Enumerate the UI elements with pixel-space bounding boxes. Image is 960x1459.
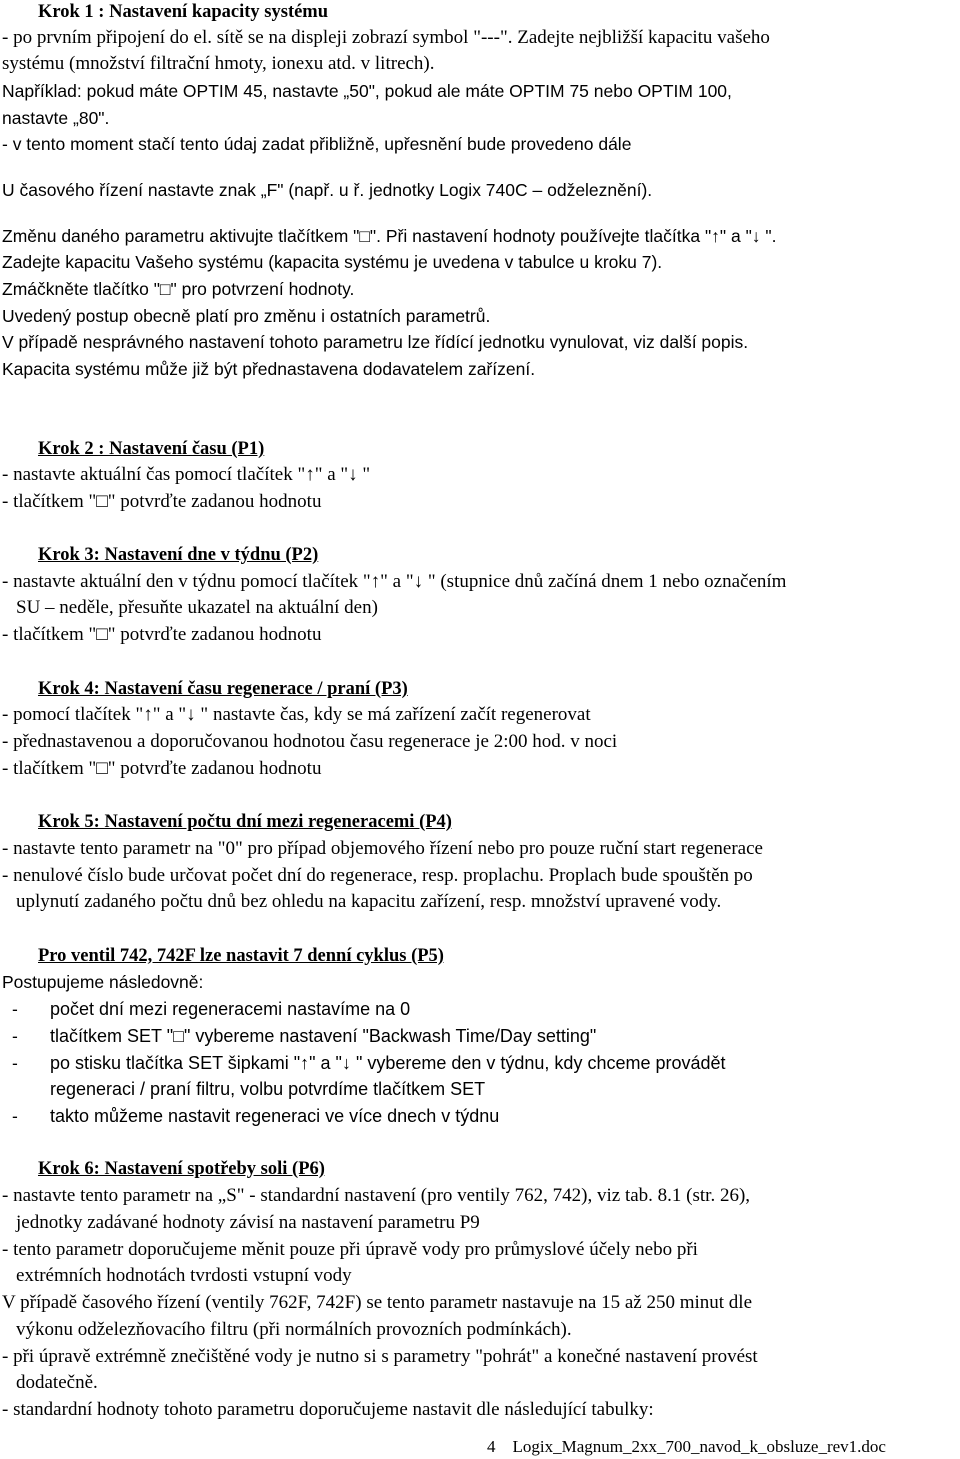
ventil-item-3: po stisku tlačítka SET šipkami "↑" a "↓ " vybereme den v týdnu, kdy chceme provádět <box>50 1053 726 1073</box>
step1-line-9: Zmáčkněte tlačítko "□" pro potvrzení hodnoty. <box>2 279 355 299</box>
step1-line-6: U časového řízení nastavte znak „F" (např. u ř. jednotky Logix 740C – odželeznění). <box>2 180 653 200</box>
step5-line-3: uplynutí zadaného počtu dnů bez ohledu na kapacitu zařízení, resp. množství upravené vody. <box>16 891 722 912</box>
step6-line-5: V případě časového řízení (ventily 762F, 742F) se tento parametr nastavuje na 15 až 250 minut dle <box>2 1292 753 1313</box>
ventil-title: Pro ventil 742, 742F lze nastavit 7 denní cyklus (P5) <box>38 946 444 966</box>
step3-title: Krok 3: Nastavení dne v týdnu (P2) <box>38 545 319 565</box>
ventil-bullet-3: - <box>12 1053 18 1073</box>
step6-line-9: - standardní hodnoty tohoto parametru doporučujeme nastavit dle následující tabulky: <box>2 1399 654 1420</box>
step4-line-3: - tlačítkem "□" potvrďte zadanou hodnotu <box>2 758 322 779</box>
step5-title: Krok 5: Nastavení počtu dní mezi regeneracemi (P4) <box>38 812 452 832</box>
step1-line-11: V případě nesprávného nastavení tohoto parametru lze řídící jednotku vynulovat, viz další popis. <box>2 332 749 352</box>
step6-line-1: - nastavte tento parametr na „S" - standardní nastavení (pro ventily 762, 742), viz tab. 8.1 (str. 26), <box>2 1185 751 1206</box>
step1-line-12: Kapacita systému může již být přednastavena dodavatelem zařízení. <box>2 359 536 379</box>
step2-line-1: - nastavte aktuální čas pomocí tlačítek "↑" a "↓ " <box>2 464 371 485</box>
page-footer <box>487 1435 886 1459</box>
step4-title: Krok 4: Nastavení času regenerace / praní (P3) <box>38 679 408 699</box>
step6-line-3: - tento parametr doporučujeme měnit pouze při úpravě vody pro průmyslové účely nebo při <box>2 1239 698 1260</box>
document-filename: Logix_Magnum_2xx_700_navod_k_obsluze_rev1.doc <box>512 1437 886 1456</box>
step1-line-1: - po prvním připojení do el. sítě se na displeji zobrazí symbol "---". Zadejte nejbližší kapacitu vašeho <box>2 27 770 48</box>
step3-line-1: - nastavte aktuální den v týdnu pomocí tlačítek "↑" a "↓ " (stupnice dnů začíná dnem 1 nebo označením <box>2 571 787 592</box>
step1-line-10: Uvedený postup obecně platí pro změnu i ostatních parametrů. <box>2 306 491 326</box>
step1-line-2: systému (množství filtrační hmoty, ionexu atd. v litrech). <box>2 53 435 74</box>
step1-line-5: - v tento moment stačí tento údaj zadat přibližně, upřesnění bude provedeno dále <box>2 134 632 154</box>
step1-line-4: nastavte „80". <box>2 108 110 128</box>
step6-line-6: výkonu odželezňovacího filtru (při normálních provozních podmínkách). <box>16 1319 572 1340</box>
step4-line-1: - pomocí tlačítek "↑" a "↓ " nastavte čas, kdy se má zařízení začít regenerovat <box>2 704 591 725</box>
step1-line-7: Změnu daného parametru aktivujte tlačítkem "□". Při nastavení hodnoty používejte tlačítka "↑" a "↓ ". <box>2 226 777 246</box>
page-number: 4 <box>487 1437 496 1456</box>
ventil-bullet-4: - <box>12 1106 18 1126</box>
step6-line-2: jednotky zadávané hodnoty závisí na nastavení parametru P9 <box>16 1212 480 1233</box>
step6-line-4: extrémních hodnotách tvrdosti vstupní vody <box>16 1265 352 1286</box>
step6-line-8: dodatečně. <box>16 1372 98 1393</box>
ventil-item-2: tlačítkem SET "□" vybereme nastavení "Backwash Time/Day setting" <box>50 1026 597 1046</box>
step3-line-2: SU – neděle, přesuňte ukazatel na aktuální den) <box>16 597 378 618</box>
step1-title: Krok 1 : Nastavení kapacity systému <box>38 2 329 22</box>
step3-line-3: - tlačítkem "□" potvrďte zadanou hodnotu <box>2 624 322 645</box>
step1-line-8: Zadejte kapacitu Vašeho systému (kapacita systému je uvedena v tabulce u kroku 7). <box>2 252 663 272</box>
step1-line-3: Například: pokud máte OPTIM 45, nastavte „50", pokud ale máte OPTIM 75 nebo OPTIM 100, <box>2 81 732 101</box>
ventil-item-1: počet dní mezi regeneracemi nastavíme na 0 <box>50 999 411 1019</box>
step5-line-1: - nastavte tento parametr na "0" pro případ objemového řízení nebo pro pouze ruční start regenerace <box>2 838 763 859</box>
step2-line-2: - tlačítkem "□" potvrďte zadanou hodnotu <box>2 491 322 512</box>
ventil-item-3-cont: regeneraci / praní filtru, volbu potvrdíme tlačítkem SET <box>50 1079 486 1099</box>
ventil-intro: Postupujeme následovně: <box>2 972 204 992</box>
ventil-bullet-1: - <box>12 999 18 1019</box>
step6-title: Krok 6: Nastavení spotřeby soli (P6) <box>38 1159 325 1179</box>
step2-title: Krok 2 : Nastavení času (P1) <box>38 439 265 459</box>
step4-line-2: - přednastavenou a doporučovanou hodnotou času regenerace je 2:00 hod. v noci <box>2 731 618 752</box>
ventil-item-4: takto můžeme nastavit regeneraci ve více dnech v týdnu <box>50 1106 500 1126</box>
step5-line-2: - nenulové číslo bude určovat počet dní do regenerace, resp. proplachu. Proplach bude spouštěn po <box>2 865 753 886</box>
step6-line-7: - při úpravě extrémně znečištěné vody je nutno si s parametry "pohrát" a konečné nastavení provést <box>2 1346 758 1367</box>
ventil-bullet-2: - <box>12 1026 18 1046</box>
